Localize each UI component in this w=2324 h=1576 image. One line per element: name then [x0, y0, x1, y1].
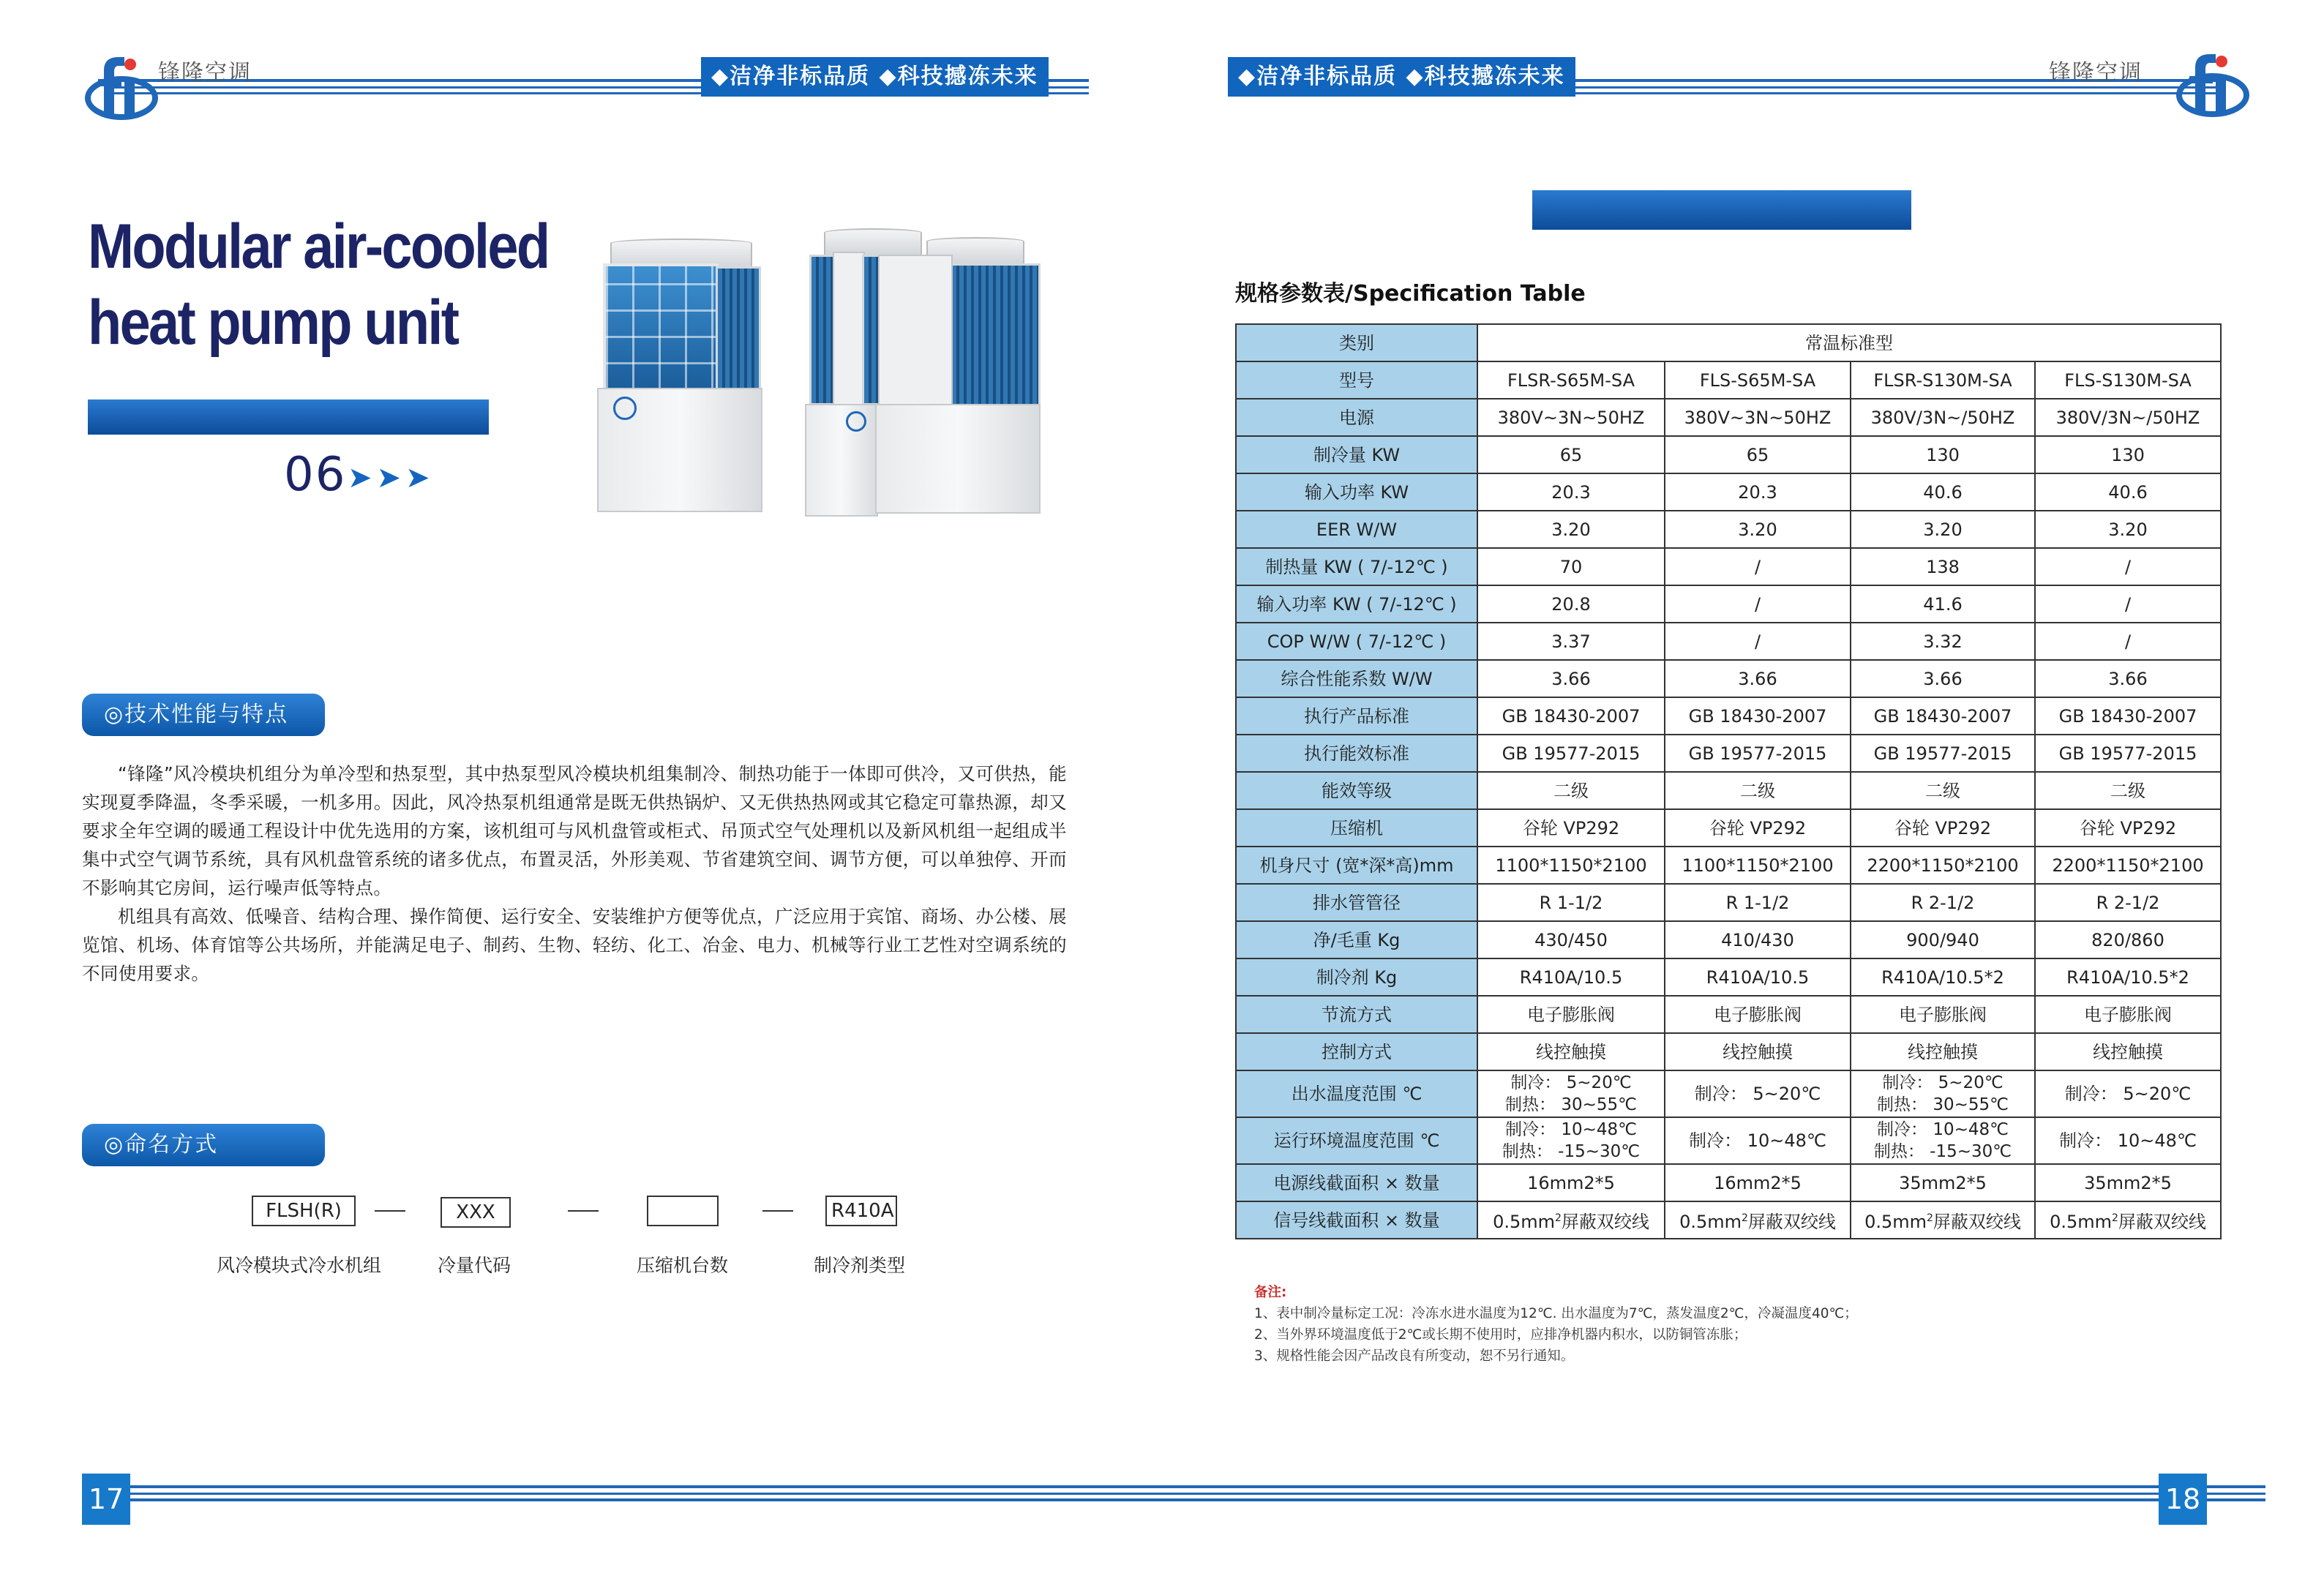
table-cell-label: 制冷量 KW: [1236, 436, 1477, 473]
table-row-signal-cable: [1236, 1201, 2221, 1239]
table-cell: GB 19577-2015: [1851, 735, 2035, 772]
table-cell: GB 19577-2015: [1665, 735, 1851, 772]
table-cell: GB 19577-2015: [2035, 735, 2221, 772]
table-cell-label: 出水温度范围 ℃: [1236, 1070, 1477, 1117]
table-cell: 3.20: [1477, 511, 1665, 548]
page-number: 18: [2159, 1474, 2207, 1525]
table-cell: /: [2035, 623, 2221, 660]
table-row-water-temp: [1236, 1070, 2221, 1117]
table-cell: /: [2035, 548, 2221, 585]
table-cell: R410A/10.5*2: [2035, 958, 2221, 996]
table-cell: $0.5mm^2$屏蔽双绞线: [1665, 1201, 1851, 1239]
table-cell: 20.3: [1477, 473, 1665, 511]
table-cell: 3.20: [2035, 511, 2221, 548]
table-cell: R 2-1/2: [1851, 884, 2035, 921]
table-cell: 二级: [2035, 772, 2221, 809]
brand-name: 锋隆空调: [2049, 60, 2143, 86]
table-cell: 3.66: [1665, 660, 1851, 697]
naming-box-refrigerant: R410A: [825, 1196, 897, 1226]
table-cell: 制冷： 5~20℃ 制热： 30~55℃: [1851, 1070, 2035, 1117]
table-cell: 430/450: [1477, 921, 1665, 958]
spec-notes: [1254, 1282, 1858, 1367]
table-cell: GB 18430-2007: [1477, 697, 1665, 735]
table-cell: FLS-S130M-SA: [2035, 361, 2221, 399]
product-image-single-unit: [597, 234, 767, 512]
table-cell-label: 执行产品标准: [1236, 697, 1477, 735]
unit-logo-icon: [846, 411, 866, 432]
table-cell-label: 机身尺寸 (宽*深*高)mm: [1236, 847, 1477, 884]
table-row: [1236, 399, 2221, 436]
table-cell: 制冷： 5~20℃: [1665, 1070, 1851, 1117]
slogan-banner: ◆洁净非标品质 ◆科技撼冻未来: [701, 57, 1049, 97]
title-line-2: heat pump unit: [88, 288, 458, 358]
unit-logo-icon: [613, 397, 637, 420]
table-cell: 3.20: [1665, 511, 1851, 548]
brand-logo-icon: [2173, 42, 2252, 121]
table-row: [1236, 921, 2221, 958]
table-cell: 3.20: [1851, 511, 2035, 548]
table-row: [1236, 847, 2221, 884]
table-cell: 2200*1150*2100: [2035, 847, 2221, 884]
table-cell: $0.5mm^2$屏蔽双绞线: [1477, 1201, 1665, 1239]
table-cell-label: 执行能效标准: [1236, 735, 1477, 772]
table-cell-label: 控制方式: [1236, 1033, 1477, 1070]
naming-dash: [762, 1210, 793, 1212]
table-cell: 70: [1477, 548, 1665, 585]
table-cell: 3.66: [2035, 660, 2221, 697]
table-cell: 40.6: [2035, 473, 2221, 511]
table-row: [1236, 473, 2221, 511]
note-3: 3、规格性能会因产品改良有所变动，恕不另行通知。: [1254, 1348, 1575, 1364]
table-cell: 线控触摸: [1477, 1033, 1665, 1070]
table-cell: 制冷： 10~48℃: [1665, 1117, 1851, 1164]
table-cell: GB 18430-2007: [1665, 697, 1851, 735]
table-cell: 380V/3N~/50HZ: [2035, 399, 2221, 436]
table-row-power-cable: [1236, 1164, 2221, 1201]
table-cell: 130: [2035, 436, 2221, 473]
table-cell: 线控触摸: [1851, 1033, 2035, 1070]
table-cell: 3.37: [1477, 623, 1665, 660]
table-cell: 电子膨胀阀: [1477, 996, 1665, 1033]
table-row: [1236, 511, 2221, 548]
table-cell: 二级: [1477, 772, 1665, 809]
title-underline-bar: [88, 399, 489, 435]
table-cell: 900/940: [1851, 921, 2035, 958]
section-features-title: ◎技术性能与特点: [82, 694, 325, 736]
table-cell: 谷轮 VP292: [1477, 809, 1665, 847]
table-cell: 65: [1665, 436, 1851, 473]
table-cell-label: 输入功率 KW ( 7/-12℃ ): [1236, 585, 1477, 623]
title-line-1: Modular air-cooled: [88, 211, 549, 282]
footer-lines: [82, 1485, 1162, 1507]
table-cell: 130: [1851, 436, 2035, 473]
table-row: [1236, 436, 2221, 473]
table-cell: R 1-1/2: [1665, 884, 1851, 921]
table-cell: 线控触摸: [1665, 1033, 1851, 1070]
features-paragraph-1: “锋隆”风冷模块机组分为单冷型和热泵型，其中热泵型风冷模块机组集制冷、制热功能于一体即可供冷，又可供热，能实现夏季降温，冬季采暖，一机多用。因此，风冷热泵机组通常是既无供热锅炉、又无供热热网或其它稳定可靠热源，却又要求全年空调的暖通工程设计中优先选用的方案，该机组可与风机盘管或柜式、吊顶式空气处理机以及新风机组一起组成半集中式空气调节系统，具有风机盘管系统的诸多优点，布置灵活，外形美观、节省建筑空间、调节方便，可以单独停、开而不影响其它房间，运行噪声低等特点。: [82, 763, 1067, 898]
table-cell: R410A/10.5*2: [1851, 958, 2035, 996]
naming-label-capacity: 冷量代码: [438, 1255, 511, 1276]
naming-label-compressor: 压缩机台数: [637, 1255, 729, 1276]
table-row: [1236, 324, 2221, 361]
table-cell: 1100*1150*2100: [1477, 847, 1665, 884]
table-cell: 40.6: [1851, 473, 2035, 511]
table-cell: $0.5mm^2$屏蔽双绞线: [1851, 1201, 2035, 1239]
table-cell: /: [1665, 623, 1851, 660]
table-cell: R 1-1/2: [1477, 884, 1665, 921]
naming-label-series: 风冷模块式冷水机组: [217, 1255, 382, 1276]
table-cell-category: 常温标准型: [1477, 324, 2221, 361]
table-row: [1236, 809, 2221, 847]
table-cell: R410A/10.5: [1665, 958, 1851, 996]
table-cell: 2200*1150*2100: [1851, 847, 2035, 884]
table-cell: R 2-1/2: [2035, 884, 2221, 921]
table-cell-label: EER W/W: [1236, 511, 1477, 548]
table-cell: 380V~3N~50HZ: [1477, 399, 1665, 436]
naming-label-refrigerant: 制冷剂类型: [814, 1255, 906, 1276]
table-cell-label: 节流方式: [1236, 996, 1477, 1033]
table-cell: 电子膨胀阀: [1665, 996, 1851, 1033]
table-cell: 3.66: [1851, 660, 2035, 697]
table-cell-label: 制冷剂 Kg: [1236, 958, 1477, 996]
table-cell: 20.8: [1477, 585, 1665, 623]
table-cell: 138: [1851, 548, 2035, 585]
table-cell: 谷轮 VP292: [2035, 809, 2221, 847]
notes-heading: 备注:: [1254, 1285, 1287, 1300]
table-cell-label: 制热量 KW ( 7/-12℃ ): [1236, 548, 1477, 585]
table-cell: GB 18430-2007: [1851, 697, 2035, 735]
table-row: [1236, 660, 2221, 697]
table-row: [1236, 958, 2221, 996]
spec-table-caption: 规格参数表/Specification Table: [1235, 281, 1586, 307]
table-cell: 制冷： 5~20℃ 制热： 30~55℃: [1477, 1070, 1665, 1117]
table-cell-label: 排水管管径: [1236, 884, 1477, 921]
naming-box-series: FLSH(R): [252, 1196, 356, 1226]
naming-box-capacity: XXX: [441, 1197, 511, 1228]
table-cell: 3.66: [1477, 660, 1665, 697]
table-cell: /: [1665, 548, 1851, 585]
table-row: [1236, 884, 2221, 921]
brand-name: 锋隆空调: [158, 60, 252, 86]
features-paragraph-2: 机组具有高效、低噪音、结构合理、操作简便、运行安全、安装维护方便等优点，广泛应用于宾馆、商场、办公楼、展览馆、机场、体育馆等公共场所，并能满足电子、制药、生物、轻纺、化工、冶金、电力、机械等行业工艺性对空调系统的不同使用要求。: [82, 906, 1067, 984]
table-cell-label: 型号: [1236, 361, 1477, 399]
table-cell: GB 18430-2007: [2035, 697, 2221, 735]
product-image-double-unit: [803, 225, 1045, 518]
table-cell: FLSR-S130M-SA: [1851, 361, 2035, 399]
table-cell: 41.6: [1851, 585, 2035, 623]
table-cell-label: 综合性能系数 W/W: [1236, 660, 1477, 697]
footer-lines: [1162, 1485, 2265, 1507]
table-cell: $0.5mm^2$屏蔽双绞线: [2035, 1201, 2221, 1239]
table-cell: 二级: [1851, 772, 2035, 809]
table-cell: 65: [1477, 436, 1665, 473]
table-row: [1236, 697, 2221, 735]
table-row: [1236, 623, 2221, 660]
naming-dash: [375, 1210, 405, 1212]
table-row: [1236, 361, 2221, 399]
table-cell: 35mm2*5: [2035, 1164, 2221, 1201]
table-cell: 3.32: [1851, 623, 2035, 660]
table-cell-label: 运行环境温度范围 ℃: [1236, 1117, 1477, 1164]
spec-title-bar: [1532, 190, 1911, 230]
table-cell: 16mm2*5: [1477, 1164, 1665, 1201]
product-title: [88, 209, 548, 361]
table-row: [1236, 1033, 2221, 1070]
note-1: 1、表中制冷量标定工况：冷冻水进水温度为12℃. 出水温度为7℃，蒸发温度2℃，冷凝温度40℃；: [1254, 1306, 1858, 1321]
table-row: [1236, 772, 2221, 809]
table-cell: 35mm2*5: [1851, 1164, 2035, 1201]
table-cell-label: 压缩机: [1236, 809, 1477, 847]
table-cell: 谷轮 VP292: [1851, 809, 2035, 847]
table-cell: 二级: [1665, 772, 1851, 809]
section-naming-title: ◎命名方式: [82, 1124, 325, 1166]
table-row-ambient-temp: [1236, 1117, 2221, 1164]
brand-logo-icon: [82, 45, 161, 124]
table-row: [1236, 585, 2221, 623]
table-cell: R410A/10.5: [1477, 958, 1665, 996]
table-cell: 20.3: [1665, 473, 1851, 511]
slogan-banner: ◆洁净非标品质 ◆科技撼冻未来: [1228, 57, 1575, 97]
table-cell-label: 输入功率 KW: [1236, 473, 1477, 511]
table-cell: 制冷： 10~48℃ 制热： -15~30℃: [1851, 1117, 2035, 1164]
table-cell: FLS-S65M-SA: [1665, 361, 1851, 399]
table-cell-label: 能效等级: [1236, 772, 1477, 809]
table-cell-label: COP W/W ( 7/-12℃ ): [1236, 623, 1477, 660]
table-cell: 线控触摸: [2035, 1033, 2221, 1070]
page-number: 17: [82, 1474, 130, 1525]
table-cell: 制冷： 10~48℃ 制热： -15~30℃: [1477, 1117, 1665, 1164]
chapter-arrows-icon: ➤➤➤: [348, 461, 435, 495]
spec-table: [1235, 323, 2222, 1239]
naming-dash: [568, 1210, 599, 1212]
table-cell: 820/860: [2035, 921, 2221, 958]
chapter-number: 06: [284, 448, 347, 502]
table-cell-label: 电源: [1236, 399, 1477, 436]
table-row: [1236, 735, 2221, 772]
table-cell-label: 信号线截面积 × 数量: [1236, 1201, 1477, 1239]
table-cell: GB 19577-2015: [1477, 735, 1665, 772]
note-2: 2、当外界环境温度低于2℃或长期不使用时，应排净机器内积水，以防铜管冻胀；: [1254, 1327, 1747, 1343]
table-cell: 电子膨胀阀: [1851, 996, 2035, 1033]
table-cell: FLSR-S65M-SA: [1477, 361, 1665, 399]
table-cell: 380V~3N~50HZ: [1665, 399, 1851, 436]
table-cell-label: 类别: [1236, 324, 1477, 361]
table-cell: 电子膨胀阀: [2035, 996, 2221, 1033]
table-row: [1236, 996, 2221, 1033]
table-cell: 1100*1150*2100: [1665, 847, 1851, 884]
table-cell-label: 电源线截面积 × 数量: [1236, 1164, 1477, 1201]
table-row: [1236, 548, 2221, 585]
table-cell: 制冷： 10~48℃: [2035, 1117, 2221, 1164]
table-cell: /: [2035, 585, 2221, 623]
table-cell: 谷轮 VP292: [1665, 809, 1851, 847]
table-cell-label: 净/毛重 Kg: [1236, 921, 1477, 958]
naming-box-compressor: [647, 1196, 719, 1226]
table-cell: 410/430: [1665, 921, 1851, 958]
table-cell: 16mm2*5: [1665, 1164, 1851, 1201]
table-cell: /: [1665, 585, 1851, 623]
table-cell: 制冷： 5~20℃: [2035, 1070, 2221, 1117]
table-cell: 380V/3N~/50HZ: [1851, 399, 2035, 436]
features-text: [82, 759, 1067, 988]
